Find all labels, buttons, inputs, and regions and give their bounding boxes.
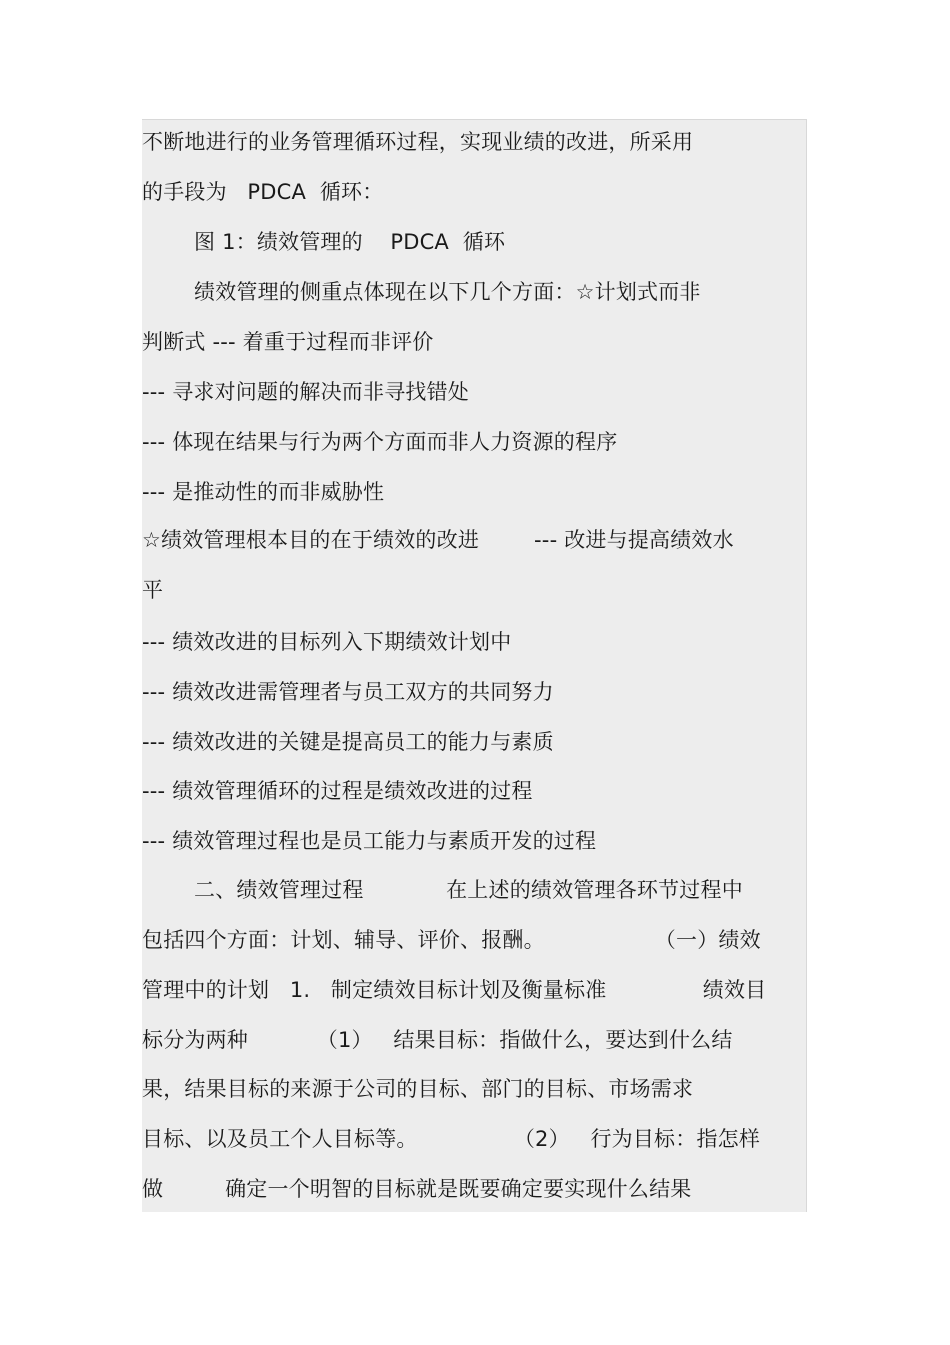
text-line-9: ☆绩效管理根本目的在于绩效的改进 --- 改进与提高绩效水 [142, 528, 734, 552]
text-line-11: --- 绩效改进的目标列入下期绩效计划中 [142, 630, 512, 654]
text-line-5: 判断式 --- 着重于过程而非评价 [142, 330, 434, 354]
text-line-12: --- 绩效改进需管理者与员工双方的共同努力 [142, 680, 554, 704]
text-line-7: --- 体现在结果与行为两个方面而非人力资源的程序 [142, 430, 618, 454]
text-line-18: 管理中的计划 1. 制定绩效目标计划及衡量标准 绩效目 [142, 978, 767, 1002]
text-line-10: 平 [142, 578, 164, 602]
document-page [142, 119, 807, 1212]
text-line-17: 包括四个方面：计划、辅导、评价、报酬。 （一）绩效 [142, 928, 761, 952]
section-heading-line: 二、绩效管理过程 在上述的绩效管理各环节过程中 [194, 878, 743, 902]
text-line-8: --- 是推动性的而非威胁性 [142, 480, 385, 504]
text-line-20: 果，结果目标的来源于公司的目标、部门的目标、市场需求 [142, 1077, 694, 1101]
text-line-21: 目标、以及员工个人目标等。 （2） 行为目标：指怎样 [142, 1127, 761, 1151]
text-line-2: 的手段为 PDCA 循环： [142, 180, 384, 204]
text-line-14: --- 绩效管理循环的过程是绩效改进的过程 [142, 779, 533, 803]
figure-caption: 图 1：绩效管理的 PDCA 循环 [194, 230, 506, 254]
text-line-1: 不断地进行的业务管理循环过程，实现业绩的改进，所采用 [142, 130, 694, 154]
text-line-15: --- 绩效管理过程也是员工能力与素质开发的过程 [142, 829, 597, 853]
text-line-4: 绩效管理的侧重点体现在以下几个方面：☆计划式而非 [194, 280, 701, 304]
text-line-13: --- 绩效改进的关键是提高员工的能力与素质 [142, 730, 554, 754]
text-line-22: 做 确定一个明智的目标就是既要确定要实现什么结果 [142, 1177, 692, 1201]
text-line-6: --- 寻求对问题的解决而非寻找错处 [142, 380, 470, 404]
text-line-19: 标分为两种 （1） 结果目标：指做什么，要达到什么结 [142, 1028, 733, 1052]
